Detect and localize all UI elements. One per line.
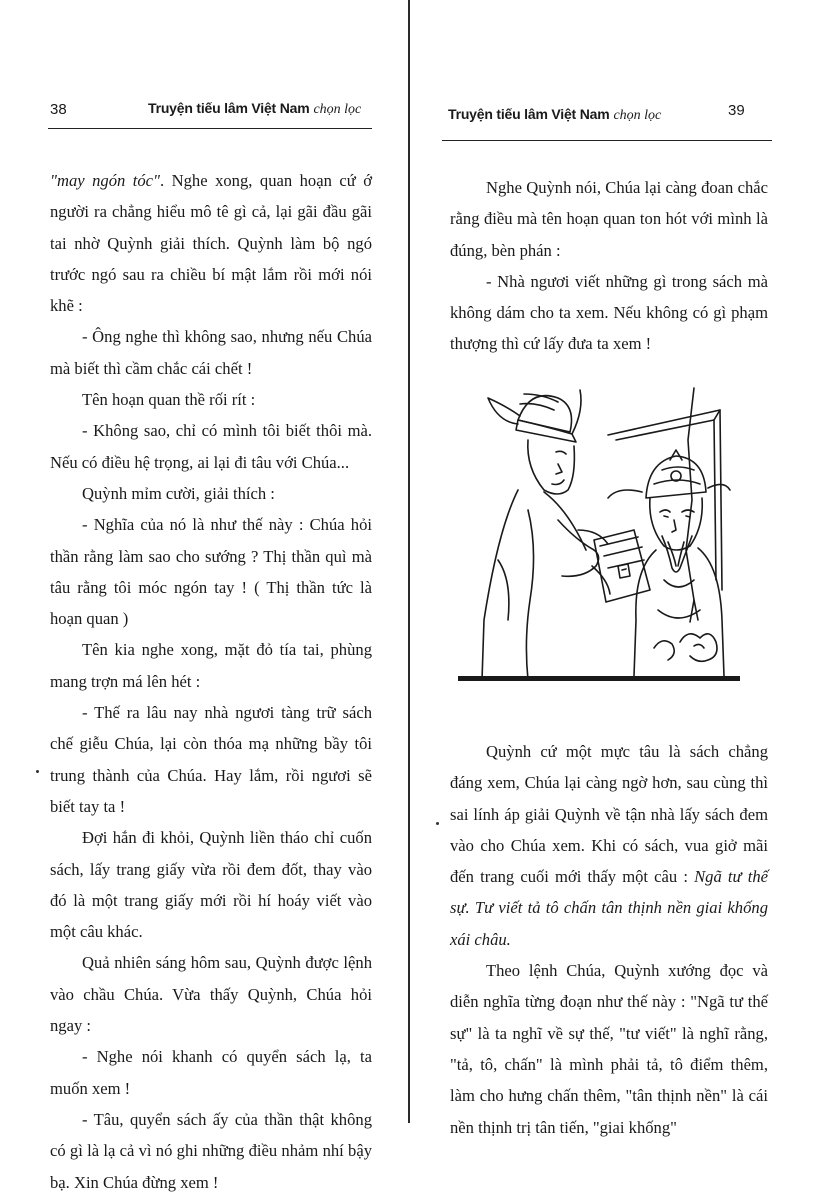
paragraph: Tên hoạn quan thề rối rít : (82, 390, 256, 410)
header-subtitle: chọn lọc (613, 108, 662, 123)
paragraph-text: Quỳnh cứ một mực tâu là sách chẳng đáng xem, Chúa lại càng ngờ hơn, sau cùng thì sai lính áp giải Quỳnh về tận nhà lấy sách đem vào cho Chúa xem. Khi có sách, vua giở mãi đến trang cuối mới thấy một câu : (450, 742, 768, 887)
paragraph-text: . Nghe xong, quan hoạn cứ ớ người ra chẳng hiểu mô tê gì cả, lại gãi đầu gãi tai nhờ Quỳnh giải thích. Quỳnh làm bộ ngó trước ngó sau ra chiều bí mật lắm rồi mới nói khẽ : (50, 171, 372, 316)
scholar-robe (482, 490, 518, 680)
paragraph: - Nhà ngươi viết những gì trong sách mà không dám cho ta xem. Nếu không có gì phạm thượng thì cứ lấy đưa ta xem ! (450, 271, 768, 354)
paragraph: - Không sao, chỉ có mình tôi biết thôi mà. Nếu có điều hệ trọng, ai lại đi tâu với Chúa... (50, 421, 372, 472)
paragraph: - Ông nghe thì không sao, nhưng nếu Chúa mà biết thì cầm chắc cái chết ! (50, 327, 372, 378)
page-number: 38 (50, 101, 67, 118)
scholar-arm (558, 520, 599, 576)
left-body-text (50, 165, 372, 1198)
quoted-phrase: "may ngón tóc" (50, 171, 161, 190)
paragraph: - Nghe nói khanh có quyển sách lạ, ta muốn xem ! (50, 1047, 372, 1098)
lord-face (650, 498, 702, 550)
scholar-face (528, 440, 575, 494)
header-rule (442, 140, 772, 141)
illustration-baseline (458, 676, 740, 681)
paragraph: Quả nhiên sáng hôm sau, Quỳnh được lệnh vào chầu Chúa. Vừa thấy Quỳnh, Chúa hỏi ngay : (50, 953, 372, 1036)
paragraph: Theo lệnh Chúa, Quỳnh xướng đọc và diễn nghĩa từng đoạn như thế này : "Ngã tư thế sự" là ta nghĩ về sự thế, "tư viết" là nghĩ rằng, "tả, tô, chấn" là mình phải tả, tô điểm thêm, làm cho hưng chấn thêm, "tân thịnh nền" là cái nền thịnh trị tân tiến, "giai khống" (450, 961, 768, 1137)
paragraph (50, 165, 372, 321)
header-title: Truyện tiếu lâm Việt Nam (148, 100, 310, 116)
left-page (0, 0, 408, 1192)
book-illustration (458, 380, 740, 692)
window-frame (608, 410, 722, 590)
print-speck (36, 770, 39, 773)
lord-crown (646, 456, 706, 498)
header-subtitle: chọn lọc (313, 102, 362, 117)
running-header (448, 106, 661, 124)
paragraph (450, 736, 768, 955)
header-rule (48, 128, 372, 129)
header-title: Truyện tiếu lâm Việt Nam (448, 106, 610, 122)
right-body-text-top (450, 172, 768, 360)
paragraph: Nghe Quỳnh nói, Chúa lại càng đoan chắc rằng điều mà tên hoạn quan ton hót với mình là đúng, bèn phán : (450, 178, 768, 260)
paragraph: - Nghĩa của nó là như thế này : Chúa hỏi thần rằng làm sao cho sướng ? Thị thần quì mà tâu rằng tôi móc ngón tay ! ( Thị thần tức là hoạn quan ) (50, 515, 372, 629)
running-header (148, 100, 361, 118)
paragraph: Tên kia nghe xong, mặt đỏ tía tai, phùng mang trợn má lên hét : (50, 640, 372, 691)
right-body-text-bottom (450, 736, 768, 1143)
page-number: 39 (728, 102, 745, 119)
riddle-phrase: Ngã tư thế sự. Tư viết tả tô chấn tân thịnh nền giai khống xái châu. (450, 867, 768, 949)
paragraph: Quỳnh mỉm cười, giải thích : (82, 483, 275, 503)
paragraph: Đợi hắn đi khỏi, Quỳnh liền tháo chỉ cuốn sách, lấy trang giấy vừa rồi đem đốt, thay vào đó là một trang giấy mới rồi hí hoáy viết vào một câu khác. (50, 828, 372, 942)
print-speck (436, 822, 439, 825)
paragraph: - Tâu, quyển sách ấy của thần thật không có gì là lạ cả vì nó ghi những điều nhảm nhí bậy bạ. Xin Chúa đừng xem ! (50, 1109, 372, 1192)
paragraph: - Thế ra lâu nay nhà ngươi tàng trữ sách chế giễu Chúa, lại còn thóa mạ những bầy tôi trung thành của Chúa. Hay lắm, rồi ngươi sẽ biết tay ta ! (50, 703, 372, 816)
